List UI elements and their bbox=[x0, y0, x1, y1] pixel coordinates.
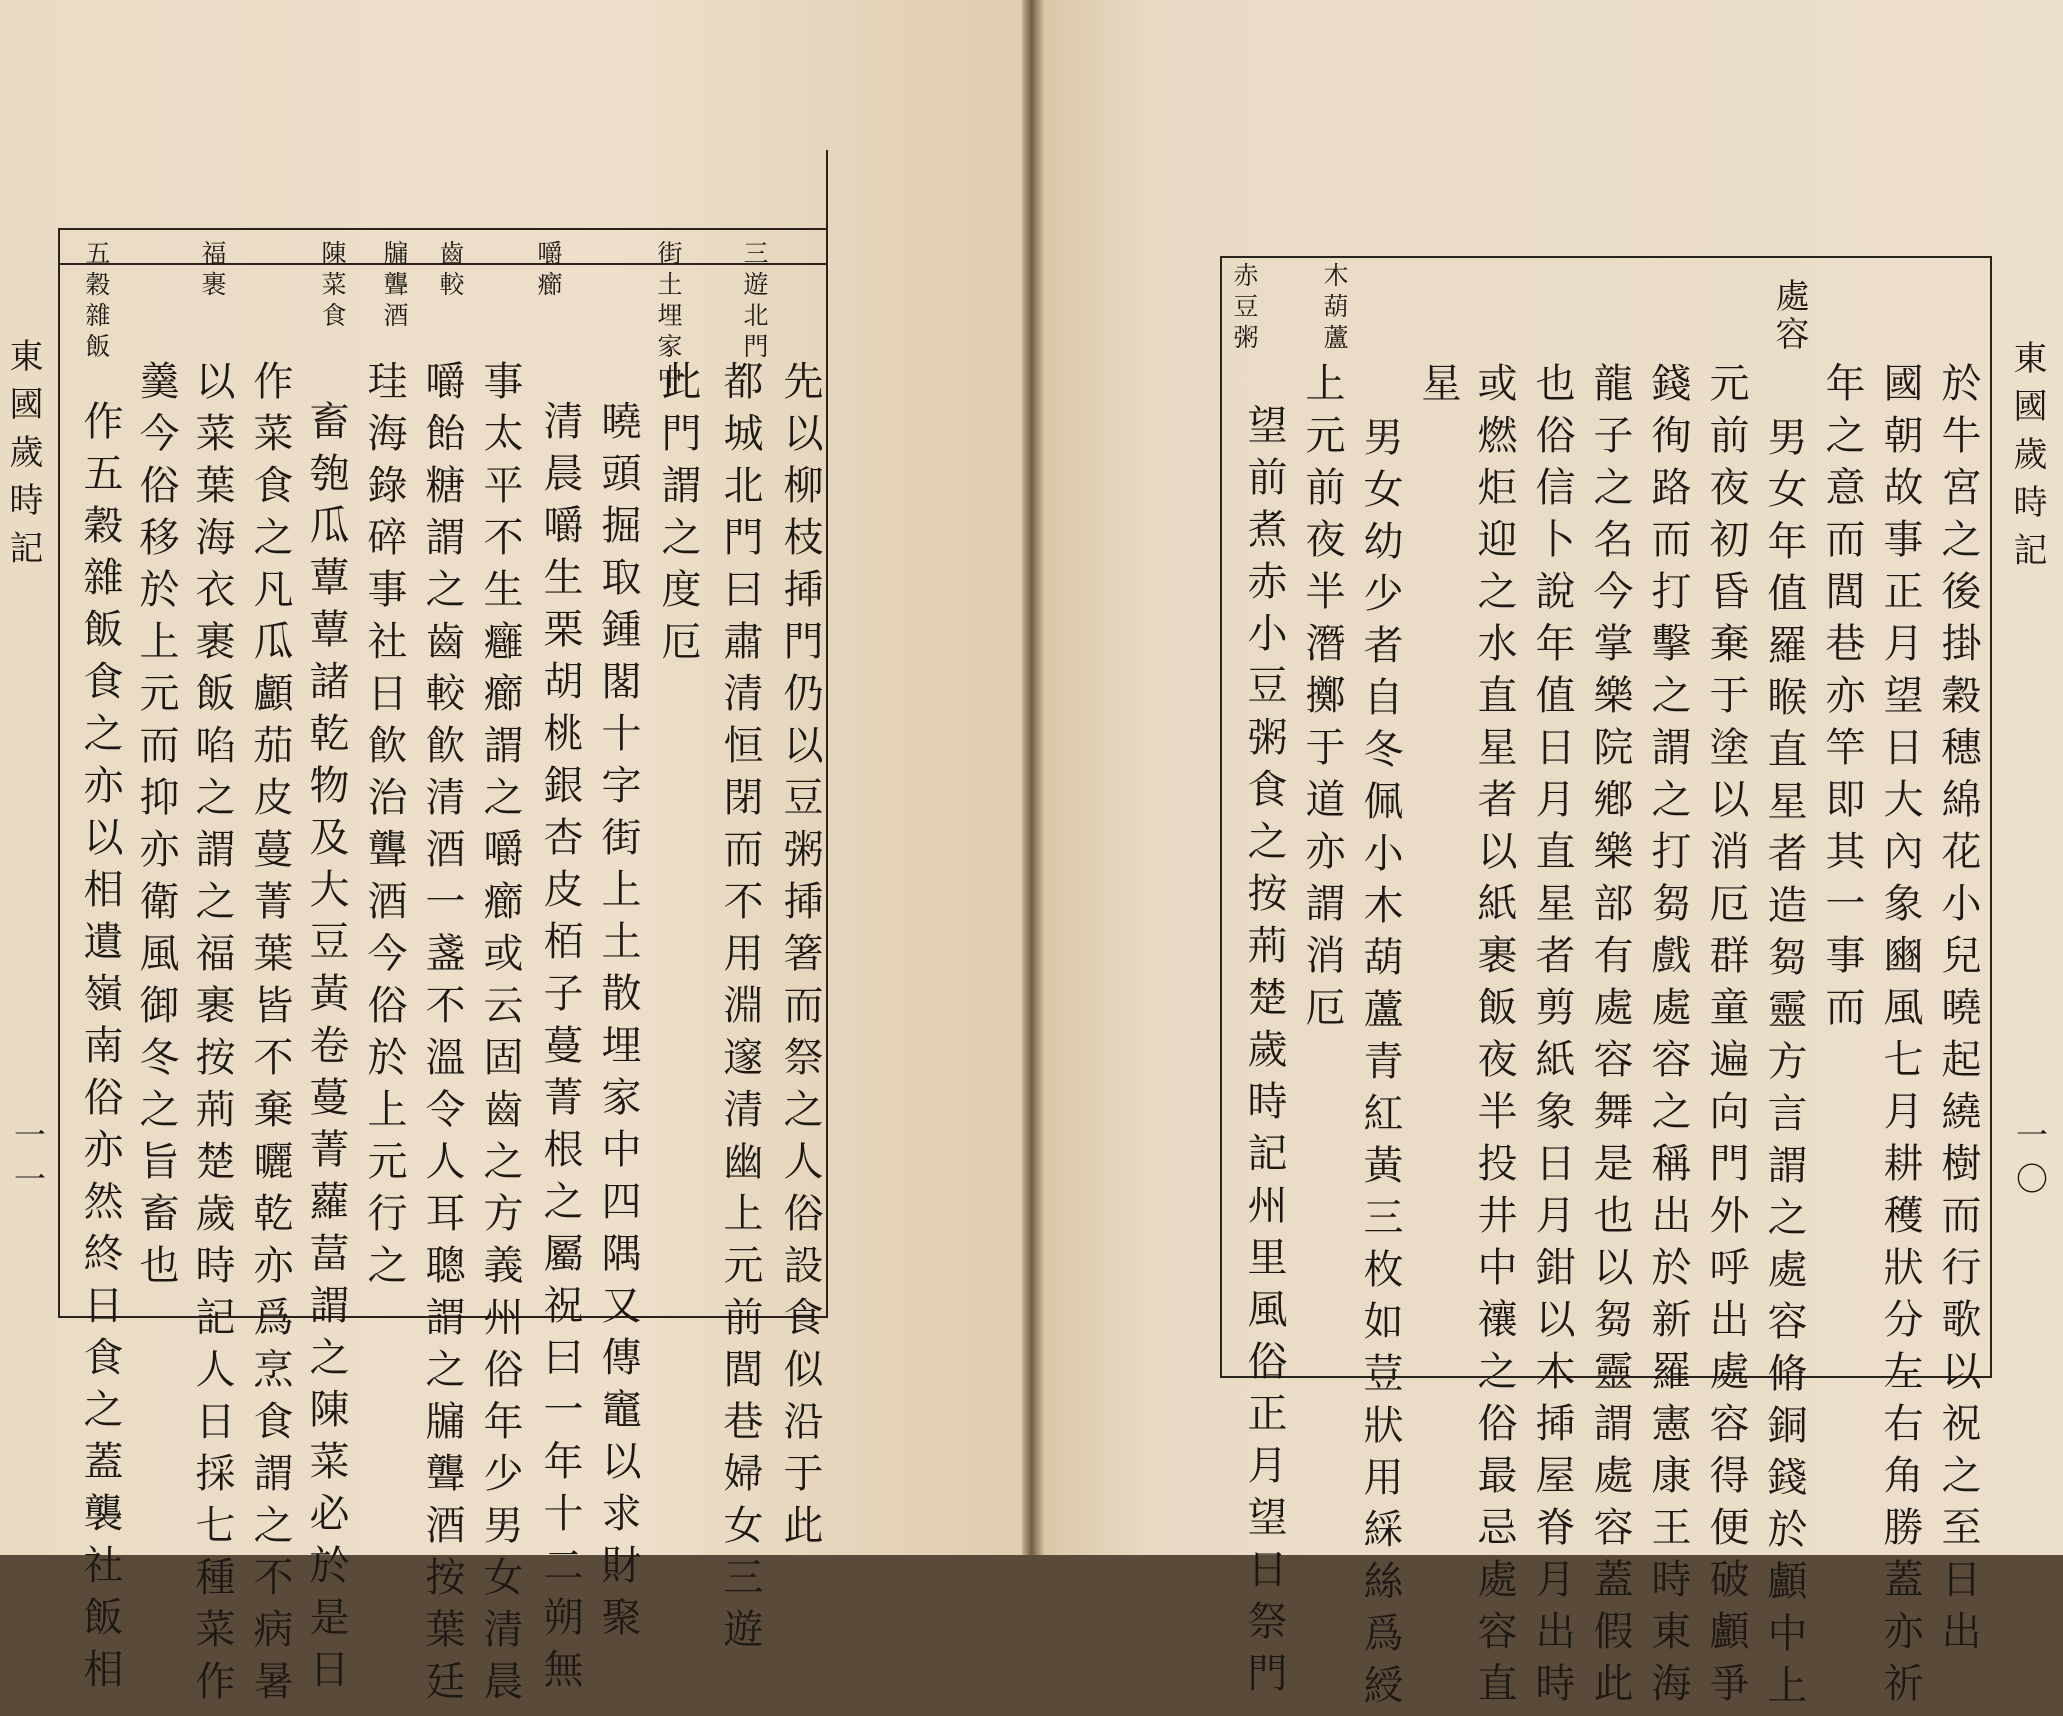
left-text-column: 畜匏瓜蕈蕈諸乾物及大豆黃卷蔓菁蘿葍謂之陳菜必於是日 bbox=[303, 400, 349, 1700]
right-text-column: 龍子之名今掌樂院鄕樂部有處容舞是也以芻靈謂處容蓋假此 bbox=[1587, 362, 1633, 1714]
left-text-column: 以菜葉海衣裹飯啗之謂之福裹按荊楚歲時記人日採七種菜作 bbox=[189, 360, 235, 1712]
left-text-column: 作菜食之凡瓜顱茄皮蔓菁葉皆不棄曬乾亦爲烹食謂之不病暑 bbox=[247, 360, 293, 1712]
right-frame-spine bbox=[1990, 256, 1992, 1378]
right-text-column: 年之意而閭巷亦竿即其一事而 bbox=[1819, 362, 1865, 1038]
right-text-column: 於牛宮之後掛穀穗綿花小兒曉起繞樹而行歌以祝之至日出 bbox=[1935, 362, 1981, 1662]
right-text-column: 男女年值羅睺直星者造芻靈方言謂之處容脩銅錢於顱中上 bbox=[1761, 416, 1807, 1716]
left-text-column: 珪海錄碎事社日飮治聾酒今俗於上元行之 bbox=[361, 360, 407, 1296]
heading-sanyu-bukmun: 三遊北門 bbox=[740, 240, 769, 364]
heading-cheoyong: 處容 bbox=[1769, 278, 1809, 354]
right-margin-title: 東國歲時記 bbox=[2007, 340, 2047, 580]
left-text-column: 曉頭掘取鍾閣十字街上土散埋家中四隅又傳竈以求財聚 bbox=[595, 400, 641, 1648]
right-text-column: 或燃炬迎之水直星者以紙裹飯夜半投井中禳之俗最忌處容直 bbox=[1471, 362, 1517, 1714]
left-text-column: 羹今俗移於上元而抑亦衛風御冬之旨畜也 bbox=[133, 360, 179, 1296]
left-frame-spine bbox=[826, 150, 828, 230]
heading-jinchaesik: 陳菜食 bbox=[318, 240, 347, 333]
right-text-column: 上元前夜半潛擲于道亦謂消厄 bbox=[1299, 362, 1345, 1038]
left-text-column: 都城北門曰肅清恒閉而不用淵邃清幽上元前閭巷婦女三遊 bbox=[717, 360, 763, 1660]
left-folio: 一一 bbox=[9, 1118, 47, 1206]
right-text-column: 也俗信卜說年值日月直星者剪紙象日月鉗以木揷屋脊月出時 bbox=[1529, 362, 1575, 1714]
left-text-column: 作五穀雜飯食之亦以相遺嶺南俗亦然終日食之蓋襲社飯相 bbox=[77, 400, 123, 1700]
left-text-column: 嚼飴糖謂之齒較飮清酒一盞不溫令人耳聰謂之牖聾酒按葉廷 bbox=[419, 360, 465, 1712]
right-text-column: 望前煮赤小豆粥食之按荊楚歲時記州里風俗正月望日祭門 bbox=[1241, 404, 1287, 1704]
heading-bokgwa: 福裹 bbox=[198, 240, 227, 302]
left-margin-title: 東國歲時記 bbox=[3, 338, 43, 578]
right-text-column: 錢徇路而打擊之謂之打芻戲處容之稱出於新羅憲康王時東海 bbox=[1645, 362, 1691, 1714]
left-text-column: 此門謂之度厄 bbox=[655, 360, 701, 672]
heading-yongnongju: 牖聾酒 bbox=[380, 240, 409, 333]
book-gutter bbox=[1022, 0, 1044, 1555]
right-text-column: 星 bbox=[1415, 362, 1461, 414]
heading-gaeto: 街土埋家中 bbox=[654, 240, 683, 395]
heading-jeokdujuk: 赤豆粥 bbox=[1230, 262, 1259, 355]
right-text-column: 國朝故事正月望日大內象豳風七月耕穫狀分左右角勝蓋亦祈 bbox=[1877, 362, 1923, 1714]
heading-chigyo: 齒較 bbox=[436, 240, 465, 302]
heading-ogok-japban: 五穀雜飯 bbox=[82, 240, 111, 364]
right-text-column: 男女幼少者自冬佩小木葫蘆青紅黃三枚如荳狀用綵絲爲綬 bbox=[1357, 416, 1403, 1716]
right-text-column: 元前夜初昏棄于塗以消厄群童遍向門外呼出處容得便破顱爭 bbox=[1703, 362, 1749, 1714]
left-text-column: 先以柳枝揷門仍以豆粥揷箸而祭之人俗設食似沿于此 bbox=[777, 360, 823, 1556]
right-folio: 一〇 bbox=[2011, 1118, 2049, 1206]
heading-mokhoro: 木葫蘆 bbox=[1320, 262, 1349, 355]
left-text-column: 清晨嚼生栗胡桃銀杏皮栢子蔓菁根之屬祝曰一年十二朔無 bbox=[537, 400, 583, 1700]
heading-jaengjeol: 嚼癤 bbox=[534, 240, 563, 302]
left-text-column: 事太平不生癰癤謂之嚼癤或云固齒之方義州俗年少男女清晨 bbox=[477, 360, 523, 1712]
